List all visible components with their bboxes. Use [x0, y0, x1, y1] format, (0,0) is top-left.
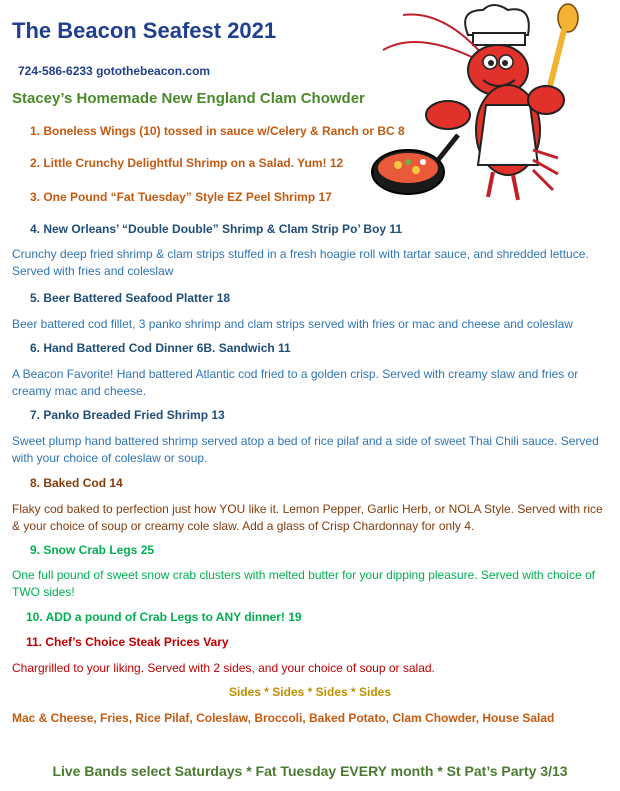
menu-item-11: 11. Chef’s Choice Steak Prices Vary [26, 635, 229, 649]
menu-item-7-description: Sweet plump hand battered shrimp served atop a bed of rice pilaf and a side of sweet Thai Chili sauce. Served with your choice of coleslaw or soup. [12, 434, 599, 465]
menu-item-5-description: Beer battered cod fillet, 3 panko shrimp and clam strips served with fries or mac and cheese and coleslaw [12, 317, 573, 331]
menu-item-8: 8. Baked Cod 14 [30, 476, 123, 490]
menu-item-1: 1. Boneless Wings (10) tossed in sauce w/Celery & Ranch or BC 8 [30, 124, 405, 138]
cartoon-lobster-chef-icon [368, 0, 588, 215]
page-title: The Beacon Seafest 2021 [12, 18, 277, 43]
menu-item-6-description: A Beacon Favorite! Hand battered Atlantic cod fried to a golden crisp. Served with creamy slaw and fries or creamy mac and cheese. [12, 367, 579, 398]
menu-item-7: 7. Panko Breaded Fried Shrimp 13 [30, 408, 225, 422]
sides-heading: Sides * Sides * Sides * Sides [228, 685, 392, 699]
chowder-heading: Stacey’s Homemade New England Clam Chowder [12, 90, 365, 107]
menu-item-5: 5. Beer Battered Seafood Platter 18 [30, 291, 231, 305]
contact-line: 724-586-6233 gotothebeacon.com [18, 64, 211, 78]
menu-item-4-description: Crunchy deep fried shrimp & clam strips stuffed in a fresh hoagie roll with tartar sauce, and shredded lettuce. Served with fries and coleslaw [12, 247, 589, 278]
sides-list: Mac & Cheese, Fries, Rice Pilaf, Coleslaw, Broccoli, Baked Potato, Clam Chowder, House Salad [12, 711, 555, 725]
menu-item-10: 10. ADD a pound of Crab Legs to ANY dinner! 19 [26, 610, 302, 624]
menu-item-9-description: One full pound of sweet snow crab clusters with melted butter for your dipping pleasure. Served with choice of TWO sides! [12, 568, 595, 599]
menu-item-11-description: Chargrilled to your liking. Served with 2 sides, and your choice of soup or salad. [12, 661, 435, 675]
menu-item-9: 9. Snow Crab Legs 25 [30, 543, 155, 557]
menu-item-2: 2. Little Crunchy Delightful Shrimp on a Salad. Yum! 12 [30, 156, 344, 170]
menu-item-4: 4. New Orleans’ “Double Double” Shrimp & Clam Strip Po’ Boy 11 [30, 222, 403, 236]
menu-item-3: 3. One Pound “Fat Tuesday” Style EZ Peel Shrimp 17 [30, 190, 332, 204]
menu-item-8-description: Flaky cod baked to perfection just how YOU like it. Lemon Pepper, Garlic Herb, or NOLA Style. Served with rice & your choice of soup or creamy cole slaw. Add a glass of Crisp Chardonnay for only 4. [12, 502, 603, 533]
menu-item-6: 6. Hand Battered Cod Dinner 6B. Sandwich 11 [30, 341, 291, 355]
footer-events: Live Bands select Saturdays * Fat Tuesday EVERY month * St Pat’s Party 3/13 [52, 763, 568, 779]
